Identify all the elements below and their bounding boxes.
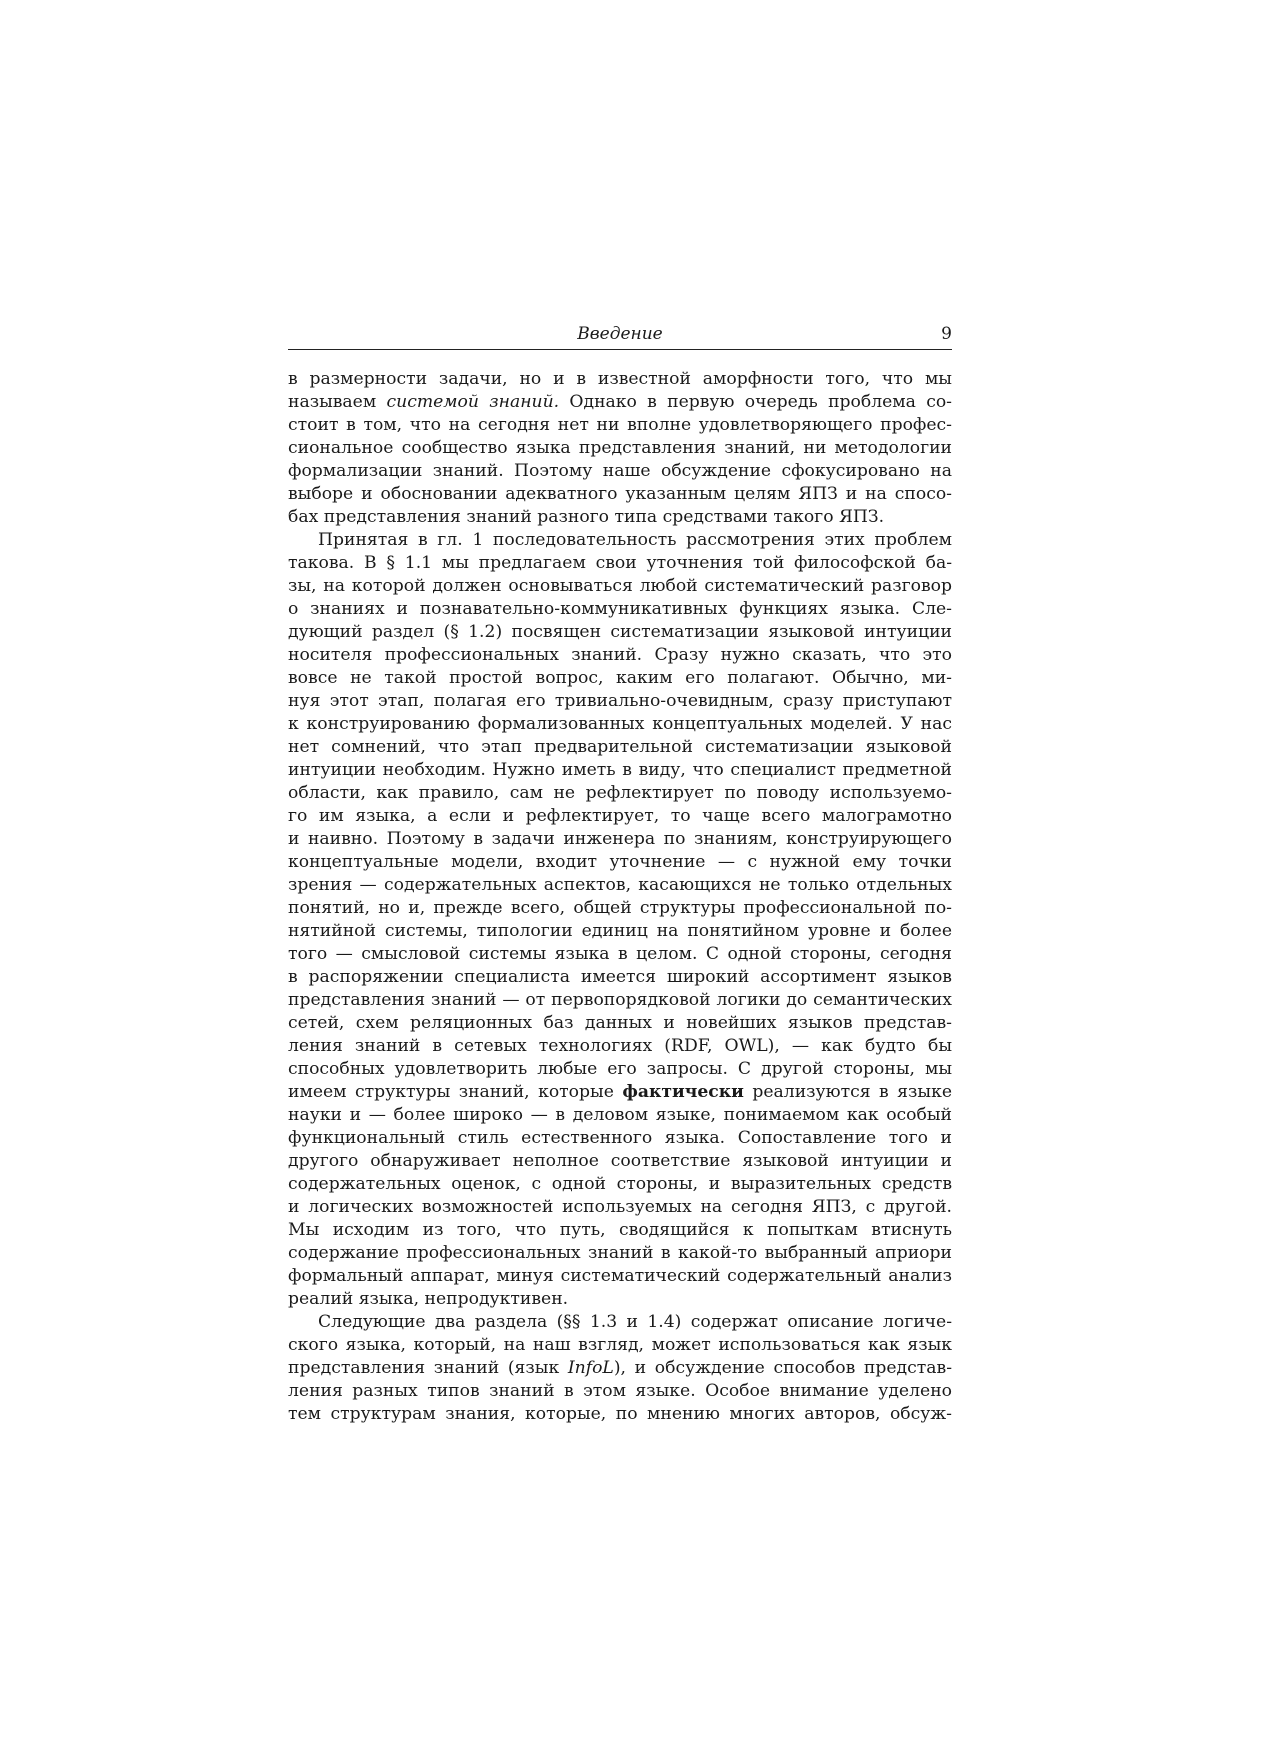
text-run: формальный аппарат, минуя систематический содержательный анализ — [288, 1266, 952, 1286]
text-line — [288, 437, 952, 460]
text-run: способных удовлетворить любые его запросы. С другой стороны, мы — [288, 1059, 952, 1079]
text-line — [288, 828, 952, 851]
text-run: бах представления знаний разного типа средствами такого ЯПЗ. — [288, 507, 885, 527]
text-run: концептуальные модели, входит уточнение — с нужной ему точки — [288, 852, 952, 872]
text-line — [288, 1035, 952, 1058]
text-line — [288, 644, 952, 667]
text-run: нятийной системы, типологии единиц на понятийном уровне и более — [288, 921, 952, 941]
text-line — [288, 690, 952, 713]
text-run: и наивно. Поэтому в задачи инженера по знаниям, конструирующего — [288, 829, 952, 849]
text-run: реалий языка, непродуктивен. — [288, 1289, 569, 1309]
text-line — [288, 1127, 952, 1150]
text-run: формализации знаний. Поэтому наше обсуждение сфокусировано на — [288, 461, 952, 481]
body-text — [288, 368, 952, 1426]
text-line — [288, 1357, 952, 1380]
page-number: 9 — [941, 324, 952, 344]
paragraph — [288, 529, 952, 1311]
text-run: зрения — содержательных аспектов, касающихся не только отдельных — [288, 875, 952, 895]
text-run: Принятая в гл. 1 последовательность рассмотрения этих проблем — [318, 530, 952, 550]
text-line — [288, 506, 952, 529]
text-run: понятий, но и, прежде всего, общей структуры профессиональной по- — [288, 898, 952, 918]
text-line — [288, 851, 952, 874]
text-line — [288, 1196, 952, 1219]
text-run: вовсе не такой простой вопрос, каким его полагают. Обычно, ми- — [288, 668, 952, 688]
text-line — [288, 1150, 952, 1173]
text-line — [288, 368, 952, 391]
text-line — [288, 552, 952, 575]
text-line — [288, 575, 952, 598]
text-run: интуиции необходим. Нужно иметь в виду, что специалист предметной — [288, 760, 952, 780]
text-line — [288, 1334, 952, 1357]
text-line — [288, 529, 952, 552]
text-line — [288, 1058, 952, 1081]
text-run: области, как правило, сам не рефлектирует по поводу используемо- — [288, 783, 952, 803]
text-run: ского языка, который, на наш взгляд, может использоваться как язык — [288, 1335, 952, 1355]
text-line — [288, 460, 952, 483]
running-head — [288, 323, 952, 350]
text-run: дующий раздел (§ 1.2) посвящен систематизации языковой интуиции — [288, 622, 952, 642]
text-line — [288, 1311, 952, 1334]
text-line — [288, 966, 952, 989]
text-line — [288, 713, 952, 736]
text-line — [288, 483, 952, 506]
text-run: в распоряжении специалиста имеется широкий ассортимент языков — [288, 967, 952, 987]
text-run: сиональное сообщество языка представления знаний, ни методологии — [288, 438, 952, 458]
text-run: к конструированию формализованных концептуальных моделей. У нас — [288, 714, 952, 734]
text-run: представления знаний — от первопорядковой логики до семантических — [288, 990, 952, 1010]
text-run: содержание профессиональных знаний в какой-то выбранный априори — [288, 1243, 952, 1263]
text-run: реализуются в языке — [743, 1082, 952, 1102]
text-run: нуя этот этап, полагая его тривиально-очевидным, сразу приступают — [288, 691, 952, 711]
text-run: в размерности задачи, но и в известной аморфности того, что мы — [288, 369, 952, 389]
text-run: другого обнаруживает неполное соответствие языковой интуиции и — [288, 1151, 952, 1171]
running-title: Введение — [577, 324, 663, 344]
text-line — [288, 759, 952, 782]
text-line — [288, 897, 952, 920]
text-line — [288, 1288, 952, 1311]
text-run: называем — [288, 392, 387, 412]
text-run: такова. В § 1.1 мы предлагаем свои уточнения той философской ба- — [288, 553, 952, 573]
text-run: зы, на которой должен основываться любой систематический разговор — [288, 576, 952, 596]
italic-text: InfoL — [567, 1358, 614, 1378]
text-run: тем структурам знания, которые, по мнению многих авторов, обсуж- — [288, 1404, 952, 1424]
text-run: Следующие два раздела (§§ 1.3 и 1.4) содержат описание логиче- — [318, 1312, 952, 1332]
text-run: го им языка, а если и рефлектирует, то чаще всего малограмотно — [288, 806, 952, 826]
text-line — [288, 736, 952, 759]
text-line — [288, 414, 952, 437]
text-run: представления знаний (язык — [288, 1358, 568, 1378]
text-run: стоит в том, что на сегодня нет ни вполне удовлетворяющего профес- — [288, 415, 952, 435]
text-run: сетей, схем реляционных баз данных и новейших языков представ- — [288, 1013, 952, 1033]
text-line — [288, 943, 952, 966]
text-line — [288, 1265, 952, 1288]
text-line — [288, 667, 952, 690]
text-line — [288, 1104, 952, 1127]
text-line — [288, 621, 952, 644]
text-run: Однако в первую очередь проблема со- — [559, 392, 952, 412]
text-line — [288, 1219, 952, 1242]
text-run: и логических возможностей используемых на сегодня ЯПЗ, с другой. — [288, 1197, 952, 1217]
paragraph — [288, 1311, 952, 1426]
text-line — [288, 989, 952, 1012]
text-line — [288, 598, 952, 621]
italic-text: системой знаний. — [386, 392, 560, 412]
text-run: науки и — более широко — в деловом языке, понимаемом как особый — [288, 1105, 952, 1125]
text-run: ), и обсуждение способов представ- — [613, 1358, 952, 1378]
text-run: ления знаний в сетевых технологиях (RDF, OWL), — как будто бы — [288, 1036, 952, 1056]
text-line — [288, 1403, 952, 1426]
text-line — [288, 920, 952, 943]
text-line — [288, 1012, 952, 1035]
text-run: функциональный стиль естественного языка. Сопоставление того и — [288, 1128, 952, 1148]
text-line — [288, 1173, 952, 1196]
text-run: о знаниях и познавательно-коммуникативных функциях языка. Сле- — [288, 599, 952, 619]
text-line — [288, 391, 952, 414]
text-line — [288, 1380, 952, 1403]
text-run: носителя профессиональных знаний. Сразу нужно сказать, что это — [288, 645, 952, 665]
text-line — [288, 805, 952, 828]
text-run: выборе и обосновании адекватного указанным целям ЯПЗ и на спосо- — [288, 484, 952, 504]
text-run: имеем структуры знаний, которые — [288, 1082, 623, 1102]
text-run: содержательных оценок, с одной стороны, и выразительных средств — [288, 1174, 952, 1194]
text-line — [288, 1242, 952, 1265]
text-line — [288, 1081, 952, 1104]
bold-text: фактически — [622, 1082, 744, 1102]
paragraph — [288, 368, 952, 529]
text-run: Мы исходим из того, что путь, сводящийся к попыткам втиснуть — [288, 1220, 952, 1240]
text-run: ления разных типов знаний в этом языке. Особое внимание уделено — [288, 1381, 952, 1401]
text-line — [288, 782, 952, 805]
text-run: того — смысловой системы языка в целом. С одной стороны, сегодня — [288, 944, 952, 964]
text-run: нет сомнений, что этап предварительной систематизации языковой — [288, 737, 952, 757]
text-line — [288, 874, 952, 897]
